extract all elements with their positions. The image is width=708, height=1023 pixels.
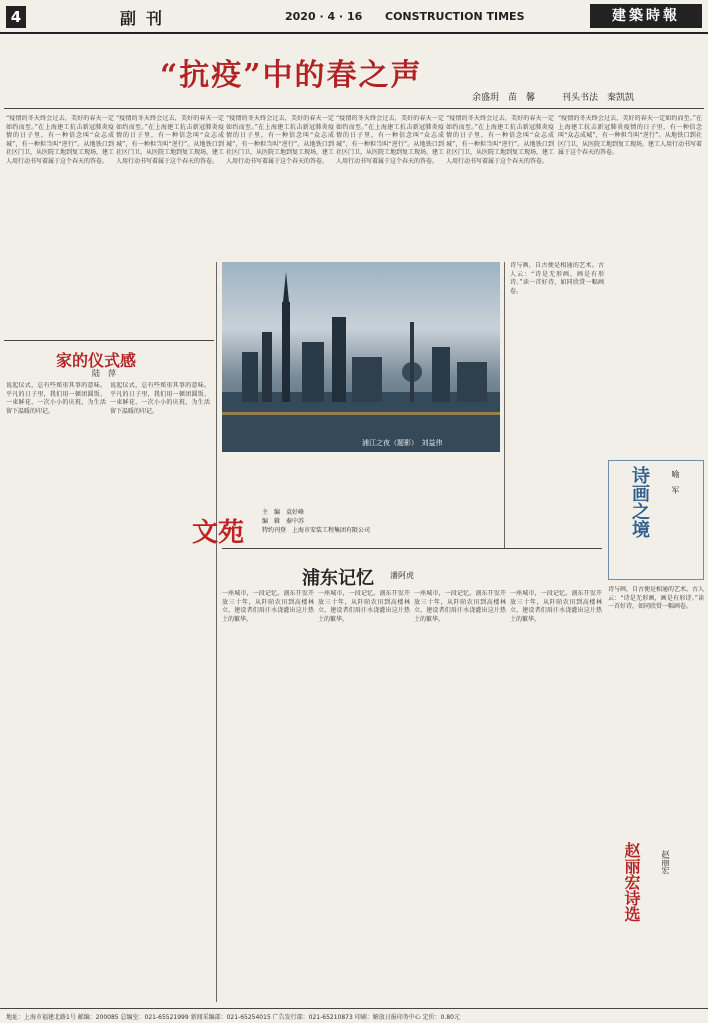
- lead-col-2: “疫情的冬天终会过去，美好的春天一定如约而至。”在上海建工抗击新冠肺炎疫情的日子里，有一种信念叫“众志成城”，有一种担当叫“逆行”。从地铁口到社区门卫，从医院工地到复工现场，建工人用行动书写着属于这个春天的答卷。: [116, 115, 224, 165]
- family-col-1: 说起仪式，总有些郑重其事的意味。平凡的日子里，我们用一顿团圆饭、一束鲜花、一次小小的庆祝，为生活留下温暖的印记。: [6, 382, 106, 415]
- city-night-photo: [222, 262, 500, 452]
- masthead: [0, 0, 708, 34]
- lead-title: “抗疫”中的春之声: [160, 58, 423, 93]
- lead-col-5: “疫情的冬天终会过去，美好的春天一定如约而至。”在上海建工抗击新冠肺炎疫情的日子里，有一种信念叫“众志成城”，有一种担当叫“逆行”。从地铁口到社区门卫，从医院工地到复工现场，建工人用行动书写着属于这个春天的答卷。: [446, 115, 554, 165]
- family-author: 陆 萍: [92, 369, 116, 378]
- column-divider: [504, 262, 505, 548]
- zhao-author: 赵丽宏: [661, 850, 670, 874]
- divider: [4, 108, 704, 109]
- skyline-image: [222, 262, 500, 452]
- issue-date: 2020 · 4 · 16: [285, 10, 363, 23]
- poetry-author: 喻 军: [671, 470, 680, 494]
- zhao-poems-title: 赵丽宏诗选: [622, 842, 641, 922]
- poetry-title: 诗画之境: [629, 466, 650, 538]
- lead-col-4: “疫情的冬天终会过去，美好的春天一定如约而至。”在上海建工抗击新冠肺炎疫情的日子里，有一种信念叫“众志成城”，有一种担当叫“逆行”。从地铁口到社区门卫，从医院工地到复工现场，建工人用行动书写着属于这个春天的答卷。: [336, 115, 444, 165]
- poetry-col-2: 诗与画，自古便是相通的艺术。古人云：“诗是无形画，画是有形诗。”读一首好诗，如同欣赏一幅画卷。: [608, 586, 704, 611]
- page-number: 4: [6, 6, 26, 28]
- lead-col-3: “疫情的冬天终会过去，美好的春天一定如约而至。”在上海建工抗击新冠肺炎疫情的日子里，有一种信念叫“众志成城”，有一种担当叫“逆行”。从地铁口到社区门卫，从医院工地到复工现场，建工人用行动书写着属于这个春天的答卷。: [226, 115, 334, 165]
- editor-credits: 主 编 袁好峰 编 辑 秦中苏 特约刊登 上海市安装工程集团有限公司: [262, 509, 371, 534]
- pudong-col-2: 一座城市，一段记忆。浦东开发开放三十年，从阡陌农田到高楼林立，建设者们用汗水浇灌出这片热土的繁华。: [318, 590, 410, 623]
- footer-info: 地址：上海市福建北路1号 邮编：200085 总编室：021-65521999 新闻采编部：021-65254015 广告发行部：021-65210873 印刷：解放日报印务中心 定价：0.80元: [0, 1008, 708, 1023]
- lead-col-1: “疫情的冬天终会过去，美好的春天一定如约而至。”在上海建工抗击新冠肺炎疫情的日子里，有一种信念叫“众志成城”，有一种担当叫“逆行”。从地铁口到社区门卫，从医院工地到复工现场，建工人用行动书写着属于这个春天的答卷。: [6, 115, 114, 165]
- paper-name-en: CONSTRUCTION TIMES: [385, 10, 525, 23]
- pudong-title: 浦东记忆: [302, 568, 374, 589]
- column-title-wenyuan: 文苑: [192, 518, 245, 548]
- family-title: 家的仪式感: [56, 351, 137, 370]
- poetry-col-1: 诗与画，自古便是相通的艺术。古人云：“诗是无形画，画是有形诗。”读一首好诗，如同欣赏一幅画卷。: [510, 262, 604, 295]
- pudong-col-1: 一座城市，一段记忆。浦东开发开放三十年，从阡陌农田到高楼林立，建设者们用汗水浇灌出这片热土的繁华。: [222, 590, 314, 623]
- family-col-2: 说起仪式，总有些郑重其事的意味。平凡的日子里，我们用一顿团圆饭、一束鲜花、一次小小的庆祝，为生活留下温暖的印记。: [110, 382, 210, 415]
- lead-col-6: “疫情的冬天终会过去，美好的春天一定如约而至。”在上海建工抗击新冠肺炎疫情的日子里，有一种信念叫“众志成城”，有一种担当叫“逆行”。从地铁口到社区门卫，从医院工地到复工现场，建工人用行动书写着属于这个春天的答卷。: [558, 115, 702, 157]
- poetry-title-box: [608, 460, 704, 580]
- pudong-author: 潘阿虎: [390, 571, 414, 580]
- pudong-col-4: 一座城市，一段记忆。浦东开发开放三十年，从阡陌农田到高楼林立，建设者们用汗水浇灌出这片热土的繁华。: [510, 590, 602, 623]
- divider: [222, 548, 602, 549]
- divider: [4, 340, 214, 341]
- column-divider: [216, 262, 217, 1002]
- pudong-col-3: 一座城市，一段记忆。浦东开发开放三十年，从阡陌农田到高楼林立，建设者们用汗水浇灌出这片热土的繁华。: [414, 590, 506, 623]
- photo-caption: 浦江之夜（题影） 刘益伟: [362, 439, 443, 447]
- lead-byline: 余盛玥 苗 馨 刊头书法 秦凯凯: [472, 93, 635, 103]
- section-name: 副刊: [120, 9, 173, 28]
- paper-name-cn: 建築時報: [590, 4, 702, 28]
